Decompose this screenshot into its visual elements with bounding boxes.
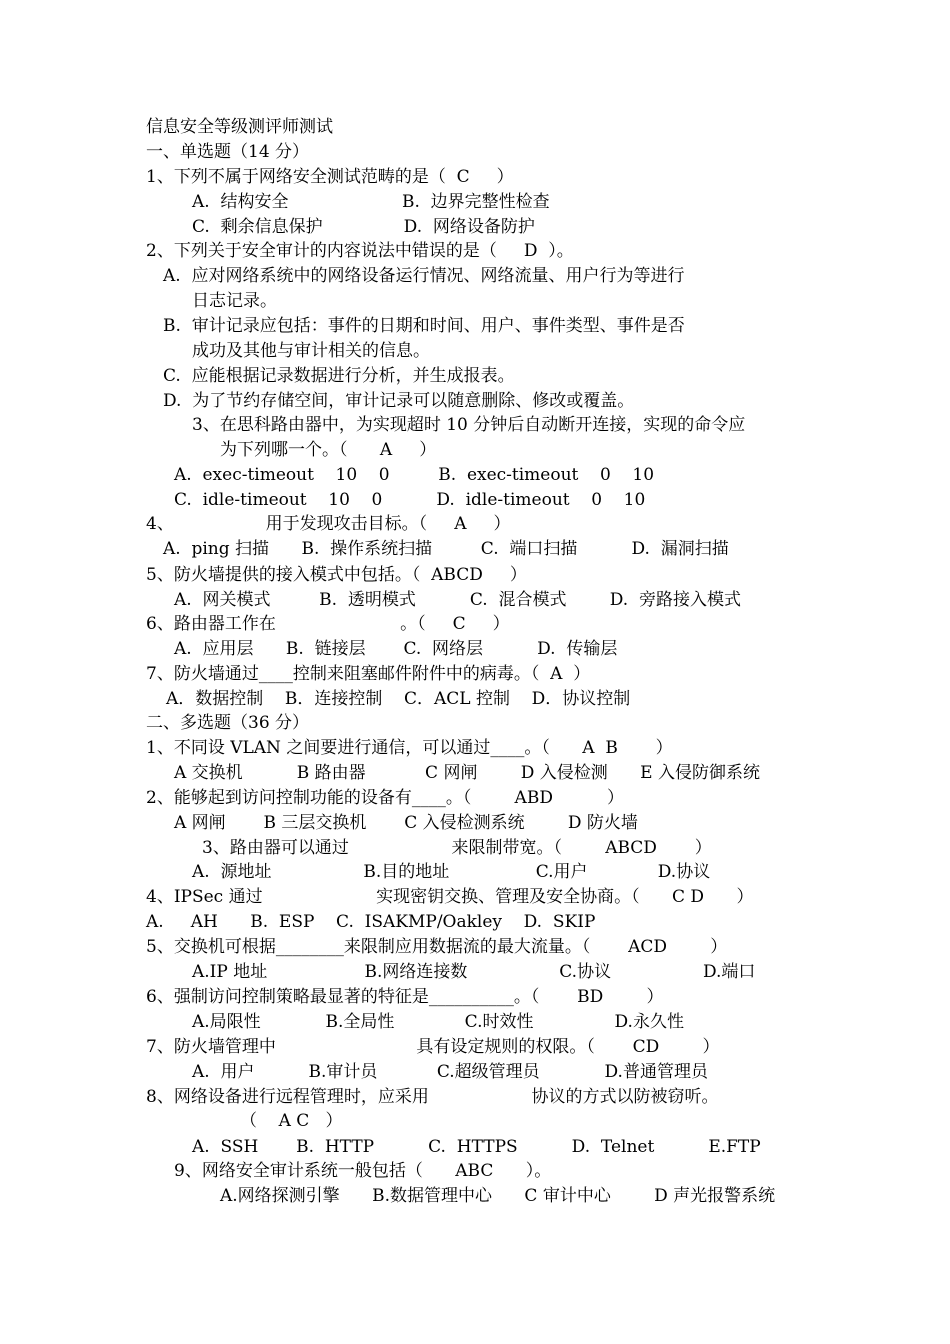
question-2-option-a-cont: 日志记录。 bbox=[192, 291, 277, 311]
multi-question-3: 3、路由器可以通过 来限制带宽。（ ABCD ） bbox=[202, 838, 712, 858]
question-2: 2、下列关于安全审计的内容说法中错误的是（ D ）。 bbox=[146, 241, 574, 261]
multi-question-6: 6、强制访问控制策略最显著的特征是__________。（ BD ） bbox=[146, 987, 664, 1007]
question-1-options-row-1: A. 结构安全 B. 边界完整性检查 bbox=[192, 192, 550, 212]
question-3-options-row-2: C. idle-timeout 10 0 D. idle-timeout 0 10 bbox=[174, 490, 646, 510]
multi-question-7-options: A. 用户 B.审计员 C.超级管理员 D.普通管理员 bbox=[192, 1062, 708, 1082]
doc-title: 信息安全等级测评师测试 bbox=[146, 117, 333, 137]
multi-question-4-options: A. AH B. ESP C. ISAKMP/Oakley D. SKIP bbox=[146, 912, 596, 932]
question-2-option-b: B. 审计记录应包括：事件的日期和时间、用户、事件类型、事件是否 bbox=[163, 316, 685, 336]
question-6-options: A. 应用层 B. 链接层 C. 网络层 D. 传输层 bbox=[174, 639, 618, 659]
question-2-option-c: C. 应能根据记录数据进行分析，并生成报表。 bbox=[163, 366, 515, 386]
question-5: 5、防火墙提供的接入模式中包括。（ ABCD ） bbox=[146, 565, 527, 585]
multi-question-9: 9、网络安全审计系统一般包括（ ABC ）。 bbox=[174, 1161, 552, 1181]
question-4: 4、 用于发现攻击目标。（ A ） bbox=[146, 514, 511, 534]
question-2-option-d: D. 为了节约存储空间，审计记录可以随意删除、修改或覆盖。 bbox=[163, 391, 635, 411]
question-1-options-row-2: C. 剩余信息保护 D. 网络设备防护 bbox=[192, 217, 535, 237]
multi-question-5-options: A.IP 地址 B.网络连接数 C.协议 D.端口 bbox=[192, 962, 756, 982]
multi-question-6-options: A.局限性 B.全局性 C.时效性 D.永久性 bbox=[192, 1012, 684, 1032]
multi-question-9-options: A.网络探测引擎 B.数据管理中心 C 审计中心 D 声光报警系统 bbox=[220, 1186, 776, 1206]
section-heading: 一、单选题（14 分） bbox=[146, 142, 310, 162]
question-1: 1、下列不属于网络安全测试范畴的是（ C ） bbox=[146, 167, 514, 187]
question-4-options: A. ping 扫描 B. 操作系统扫描 C. 端口扫描 D. 漏洞扫描 bbox=[163, 539, 729, 559]
question-7-options: A．数据控制 B．连接控制 C．ACL 控制 D．协议控制 bbox=[166, 689, 631, 709]
multi-question-1: 1、不同设 VLAN 之间要进行通信，可以通过____。（ A B ） bbox=[146, 738, 673, 758]
question-3-cont: 为下列哪一个。（ A ） bbox=[220, 440, 437, 460]
section-heading: 二、多选题（36 分） bbox=[146, 713, 310, 733]
multi-question-2: 2、能够起到访问控制功能的设备有____。（ ABD ） bbox=[146, 788, 624, 808]
multi-question-2-options: A 网闸 B 三层交换机 C 入侵检测系统 D 防火墙 bbox=[174, 813, 638, 833]
question-3: 3、在思科路由器中，为实现超时 10 分钟后自动断开连接，实现的命令应 bbox=[192, 415, 746, 435]
multi-question-1-options: A 交换机 B 路由器 C 网闸 D 入侵检测 E 入侵防御系统 bbox=[174, 763, 760, 783]
question-6: 6、路由器工作在 。（ C ） bbox=[146, 614, 510, 634]
multi-question-8-options: A. SSH B. HTTP C. HTTPS D. Telnet E.FTP bbox=[192, 1137, 761, 1157]
question-2-option-a: A. 应对网络系统中的网络设备运行情况、网络流量、用户行为等进行 bbox=[163, 266, 685, 286]
multi-question-3-options: A. 源地址 B.目的地址 C.用户 D.协议 bbox=[192, 862, 711, 882]
multi-question-7: 7、防火墙管理中 具有设定规则的权限。（ CD ） bbox=[146, 1037, 720, 1057]
question-5-options: A. 网关模式 B. 透明模式 C. 混合模式 D. 旁路接入模式 bbox=[174, 590, 741, 610]
multi-question-4: 4、IPSec 通过 实现密钥交换、管理及安全协商。（ C D ） bbox=[146, 887, 754, 907]
question-2-option-b-cont: 成功及其他与审计相关的信息。 bbox=[192, 341, 430, 361]
multi-question-8-answer: （ A C ） bbox=[240, 1111, 343, 1131]
question-7: 7、防火墙通过____控制来阻塞邮件附件中的病毒。（ A ） bbox=[146, 664, 591, 684]
question-3-options-row-1: A. exec-timeout 10 0 B. exec-timeout 0 10 bbox=[174, 465, 655, 485]
multi-question-8: 8、网络设备进行远程管理时，应采用 协议的方式以防被窃听。 bbox=[146, 1087, 719, 1107]
multi-question-5: 5、交换机可根据________来限制应用数据流的最大流量。（ ACD ） bbox=[146, 937, 728, 957]
